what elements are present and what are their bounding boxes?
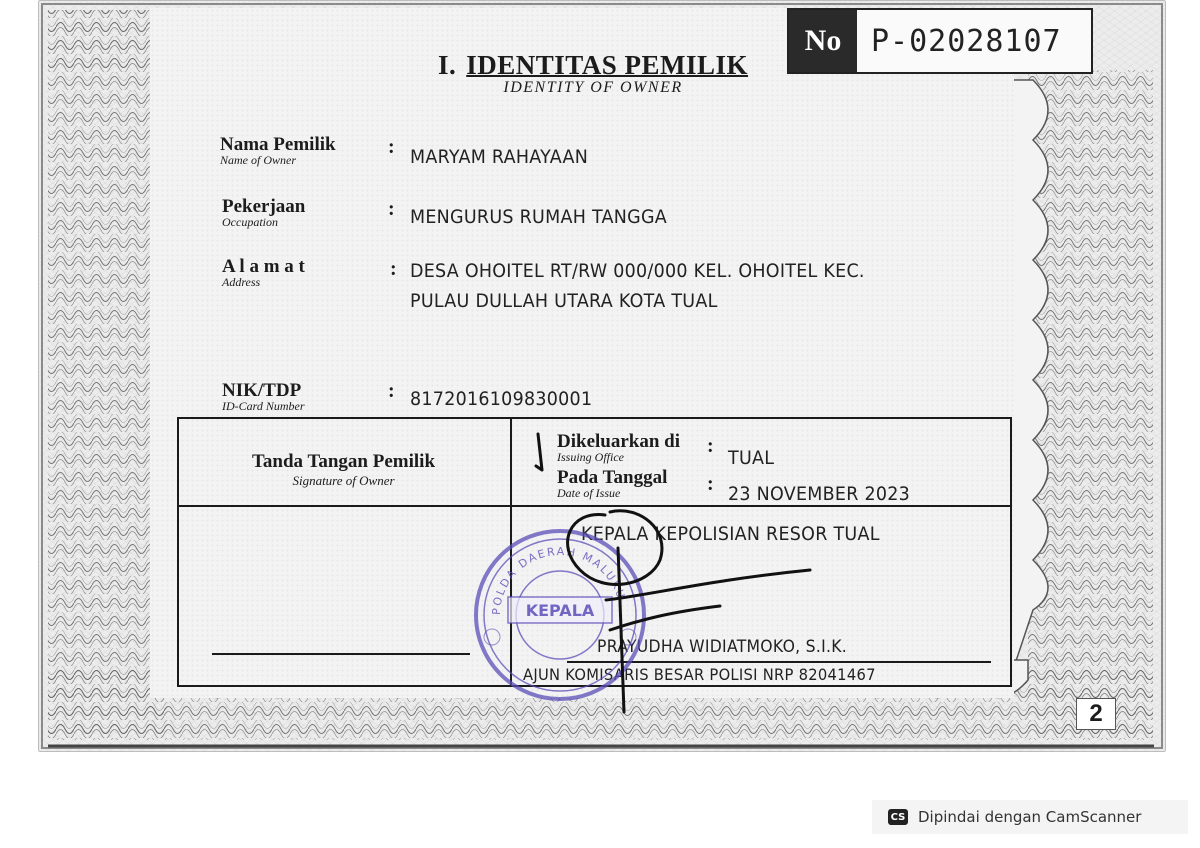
occupation-label-en: Occupation: [222, 215, 278, 229]
signature-title-id: Tanda Tangan Pemilik: [251, 451, 436, 472]
date-label-en: Date of Issue: [557, 486, 621, 500]
colon: :: [388, 380, 395, 402]
stamp-center-text: KEPALA: [525, 601, 595, 620]
address-line1: DESA OHOITEL RT/RW 000/000 KEL. OHOITEL KEC.: [410, 260, 865, 282]
address-label-id: A l a m a t: [222, 256, 305, 277]
camscanner-logo-icon: CS: [888, 809, 908, 825]
table-border-top: [177, 417, 1012, 419]
owner-signature-title: [177, 451, 510, 489]
official-name: PRAYUDHA WIDIATMOKO, S.I.K.: [597, 637, 848, 657]
issued-at-label-id: Dikeluarkan di: [557, 431, 681, 452]
nik-label: [222, 382, 305, 412]
colon: :: [388, 136, 395, 158]
nik-value: 8172016109830001: [410, 388, 593, 410]
document-number-box: [787, 8, 1093, 74]
issued-at-value: TUAL: [728, 447, 775, 469]
occupation-label: [222, 198, 305, 228]
issued-at-label-en: Issuing Office: [557, 450, 624, 464]
watermark-text: Dipindai dengan CamScanner: [918, 808, 1142, 826]
colon: :: [707, 473, 714, 495]
colon: :: [390, 258, 397, 280]
stamp-top-text: POLDA DAERAH MALUKU: [489, 544, 628, 616]
address-label: [222, 258, 305, 288]
name-label-id: Nama Pemilik: [220, 134, 336, 155]
nik-label-id: NIK/TDP: [222, 380, 302, 401]
signature-title-en: Signature of Owner: [292, 473, 395, 488]
section-heading: [393, 50, 793, 97]
occupation-label-id: Pekerjaan: [222, 196, 306, 217]
table-border-right: [1010, 417, 1012, 687]
page-number: 2: [1076, 698, 1116, 730]
official-rank: AJUN KOMISARIS BESAR POLISI NRP 82041467: [523, 665, 876, 684]
name-label-en: Name of Owner: [220, 153, 296, 167]
name-value: MARYAM RAHAYAAN: [410, 146, 589, 168]
number-label: No: [789, 10, 857, 72]
nik-label-en: ID-Card Number: [222, 399, 305, 413]
address-line2: PULAU DULLAH UTARA KOTA TUAL: [410, 290, 718, 312]
occupation-value: MENGURUS RUMAH TANGGA: [410, 206, 668, 228]
owner-signature-line: [212, 653, 470, 655]
official-title: KEPALA KEPOLISIAN RESOR TUAL: [581, 523, 880, 545]
colon: :: [707, 435, 714, 457]
address-label-en: Address: [222, 275, 261, 289]
colon: :: [388, 198, 395, 220]
number-value: P-02028107: [871, 23, 1062, 59]
section-title: IDENTITAS PEMILIK: [466, 50, 749, 80]
camscanner-watermark: [872, 800, 1188, 834]
official-signature-icon: [510, 420, 840, 720]
name-label: [220, 136, 336, 166]
section-subtitle: IDENTITY OF OWNER: [503, 79, 683, 96]
date-label-id: Pada Tanggal: [557, 467, 668, 488]
section-number: I.: [437, 50, 457, 80]
date-value: 23 NOVEMBER 2023: [728, 483, 911, 505]
